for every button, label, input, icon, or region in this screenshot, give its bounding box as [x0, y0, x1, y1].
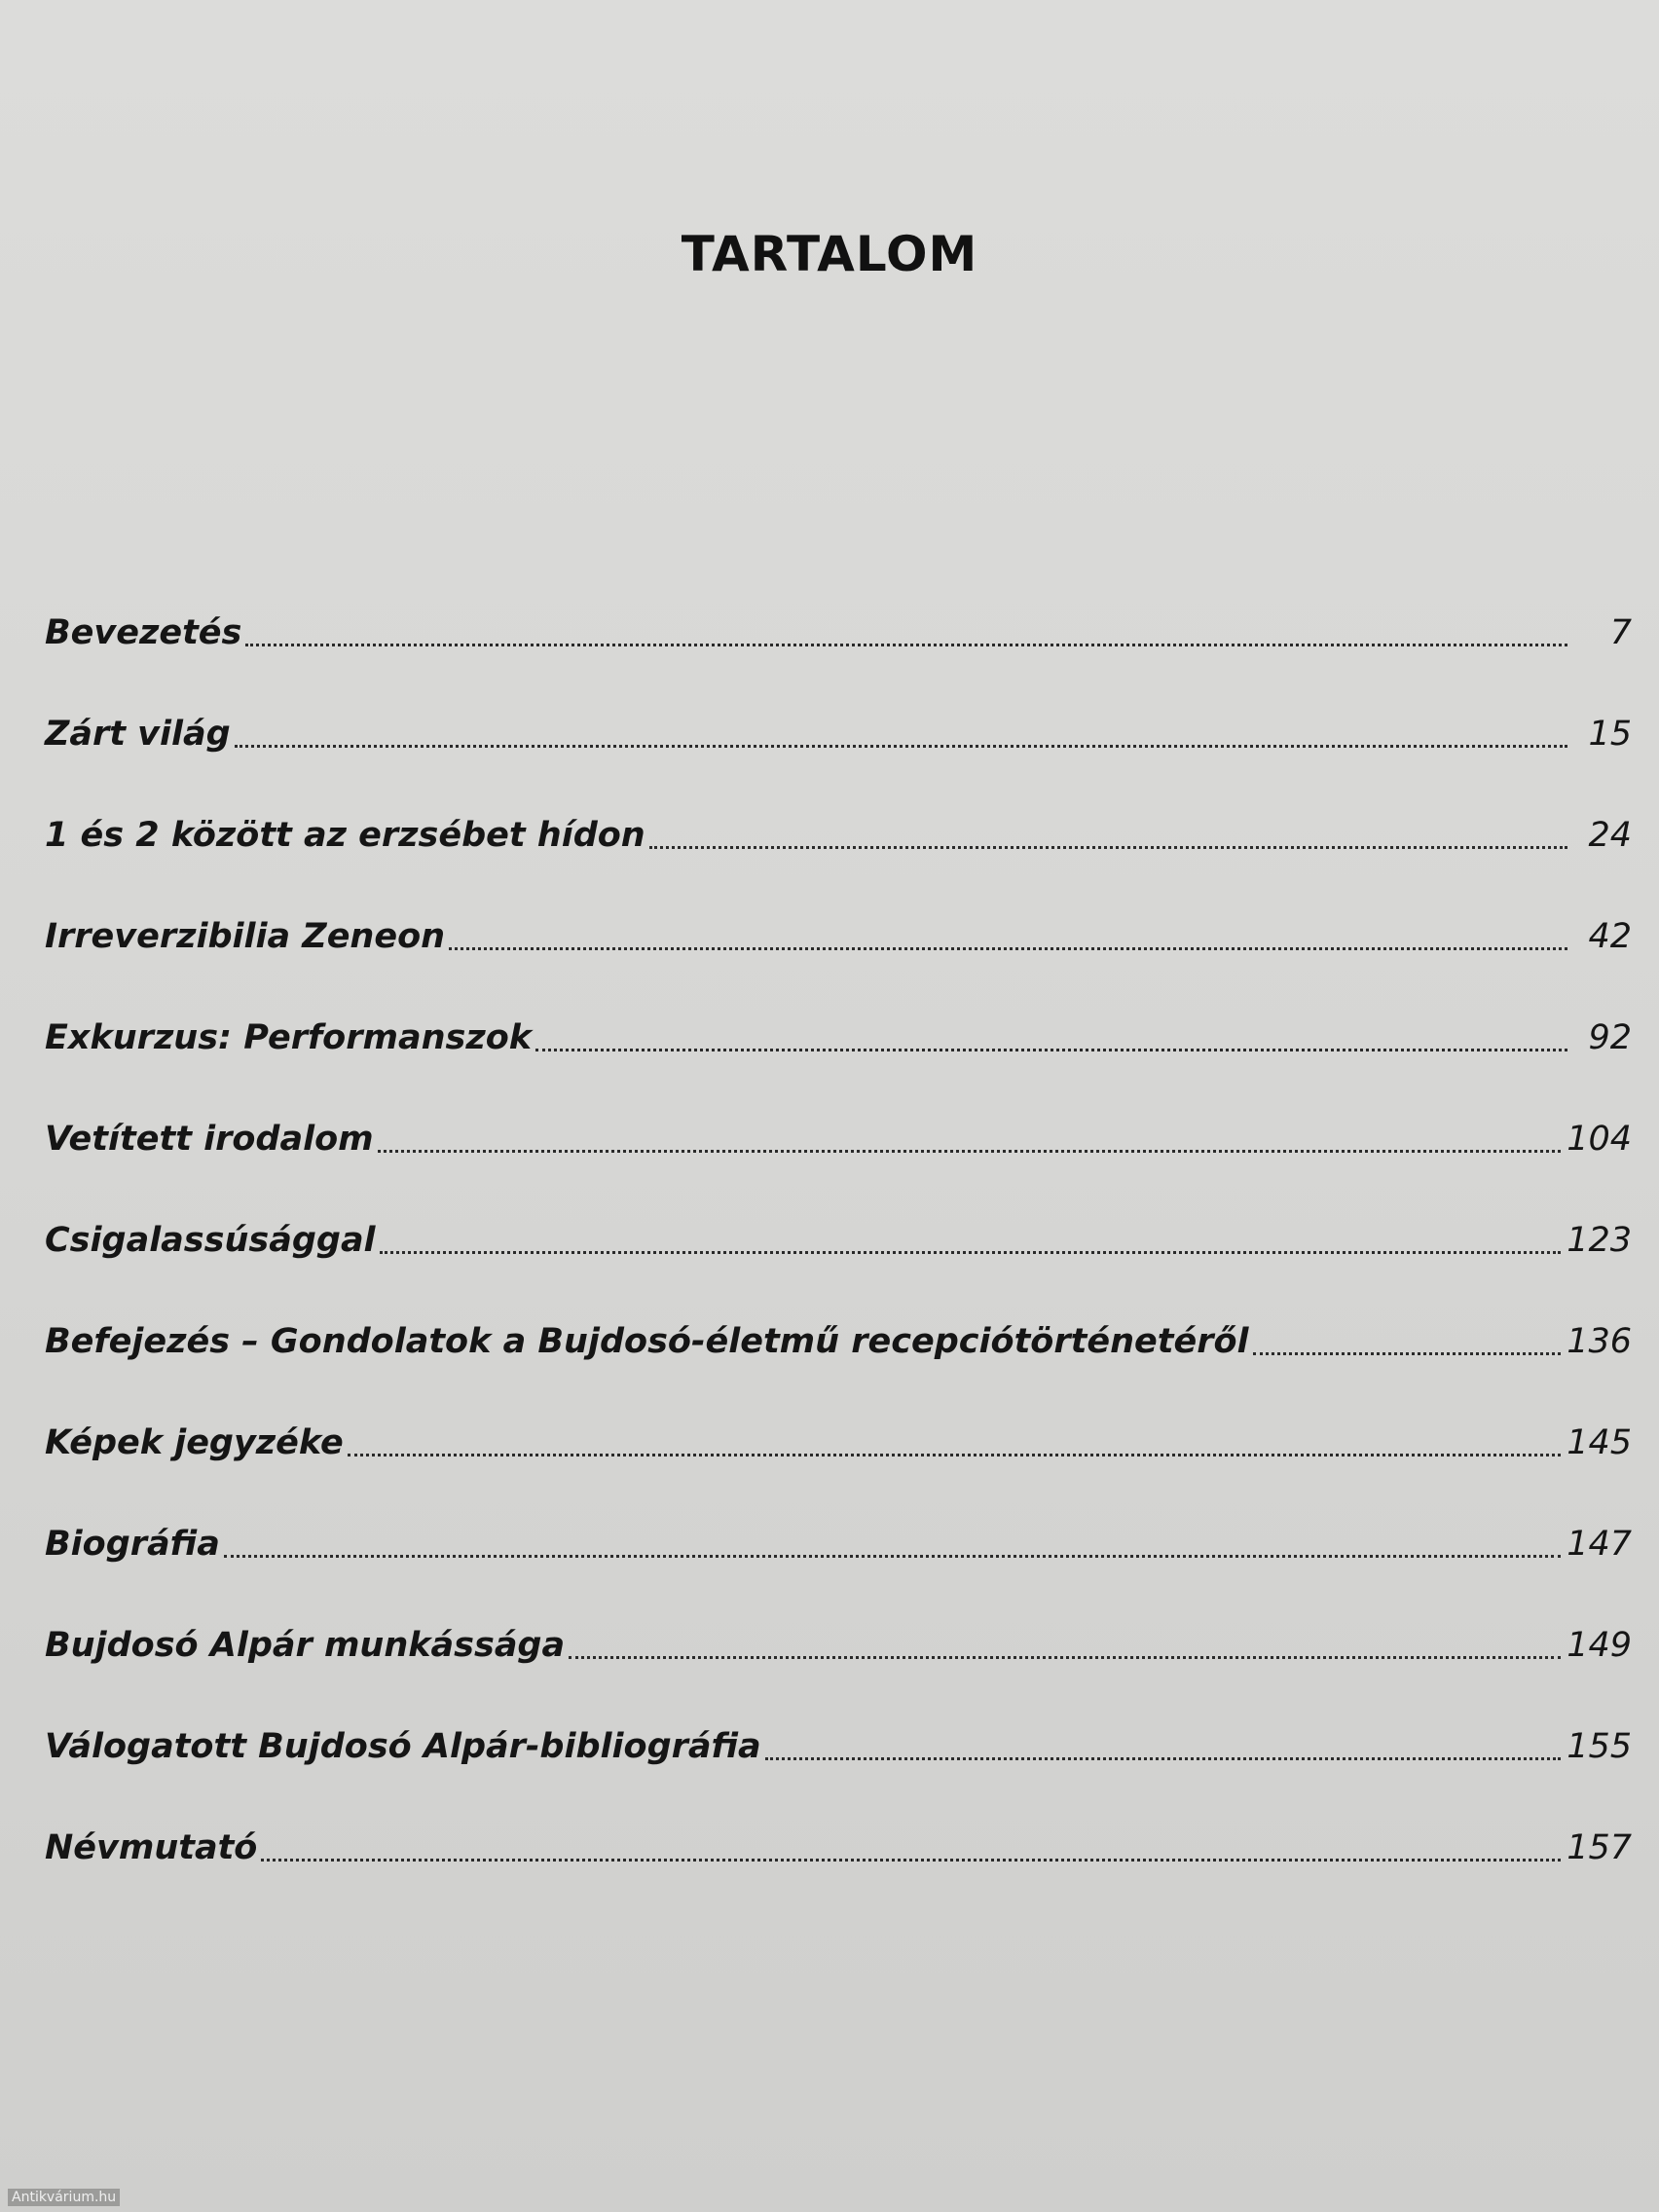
toc-entry-page: 104 [1567, 1120, 1632, 1159]
toc-entry-page: 92 [1588, 1018, 1632, 1057]
watermark: Antikvárium.hu [8, 2189, 120, 2206]
toc-entry-title: Válogatott Bujdosó Alpár-bibliográfia [45, 1727, 761, 1766]
toc-entry-page: 149 [1567, 1626, 1632, 1665]
toc-entry-page: 123 [1567, 1221, 1632, 1260]
toc-entry-page: 155 [1567, 1727, 1632, 1766]
toc-entry-title: Befejezés – Gondolatok a Bujdosó-életmű recepciótörténetéről [45, 1322, 1249, 1361]
toc-entry [45, 654, 1632, 756]
toc-entry-title: 1 és 2 között az erzsébet hídon [45, 816, 645, 855]
toc-entry-title: Zárt világ [45, 715, 231, 754]
toc-entry-title: Bujdosó Alpár munkássága [45, 1626, 566, 1665]
toc-entry-title: Csigalassúsággal [45, 1221, 376, 1260]
toc-entry-page: 7 [1609, 613, 1632, 652]
dot-leader [535, 1049, 1567, 1051]
dot-leader [245, 644, 1567, 646]
toc-entry-page: 42 [1588, 917, 1632, 956]
toc-entry [45, 553, 1632, 654]
toc-entry-page: 157 [1567, 1828, 1632, 1867]
toc-entry-title: Vetített irodalom [45, 1120, 374, 1159]
dot-leader [1253, 1352, 1562, 1355]
dot-leader [261, 1859, 1561, 1862]
toc-entry-page: 136 [1567, 1322, 1632, 1361]
dot-leader [765, 1757, 1562, 1760]
toc-entry-page: 145 [1567, 1423, 1632, 1462]
toc-entry-title: Biográfia [45, 1525, 220, 1564]
dot-leader [380, 1251, 1562, 1254]
dot-leader [224, 1555, 1561, 1558]
toc-entry [45, 1667, 1632, 1768]
toc-entry-title: Képek jegyzéke [45, 1423, 344, 1462]
toc-entry-title: Exkurzus: Performanszok [45, 1018, 533, 1057]
page-title: TARTALOM [681, 225, 978, 282]
toc-entry [45, 1464, 1632, 1566]
toc-entry [45, 1768, 1632, 1869]
dot-leader [235, 745, 1567, 748]
toc-entry [45, 857, 1632, 958]
dot-leader [569, 1656, 1561, 1659]
toc-entry [45, 958, 1632, 1059]
toc-entry [45, 756, 1632, 857]
toc-entry-page: 24 [1588, 816, 1632, 855]
dot-leader [449, 947, 1567, 950]
toc-entry [45, 1262, 1632, 1363]
table-of-contents [45, 553, 1632, 1869]
toc-entry-title: Irreverzibilia Zeneon [45, 917, 446, 956]
toc-entry-title: Névmutató [45, 1828, 258, 1867]
toc-entry [45, 1566, 1632, 1667]
toc-entry-title: Bevezetés [45, 613, 242, 652]
dot-leader [348, 1454, 1562, 1456]
toc-entry [45, 1161, 1632, 1262]
toc-entry-page: 15 [1588, 715, 1632, 754]
toc-entry-page: 147 [1567, 1525, 1632, 1564]
dot-leader [649, 846, 1567, 849]
toc-entry [45, 1363, 1632, 1464]
toc-entry [45, 1059, 1632, 1161]
dot-leader [378, 1150, 1562, 1153]
